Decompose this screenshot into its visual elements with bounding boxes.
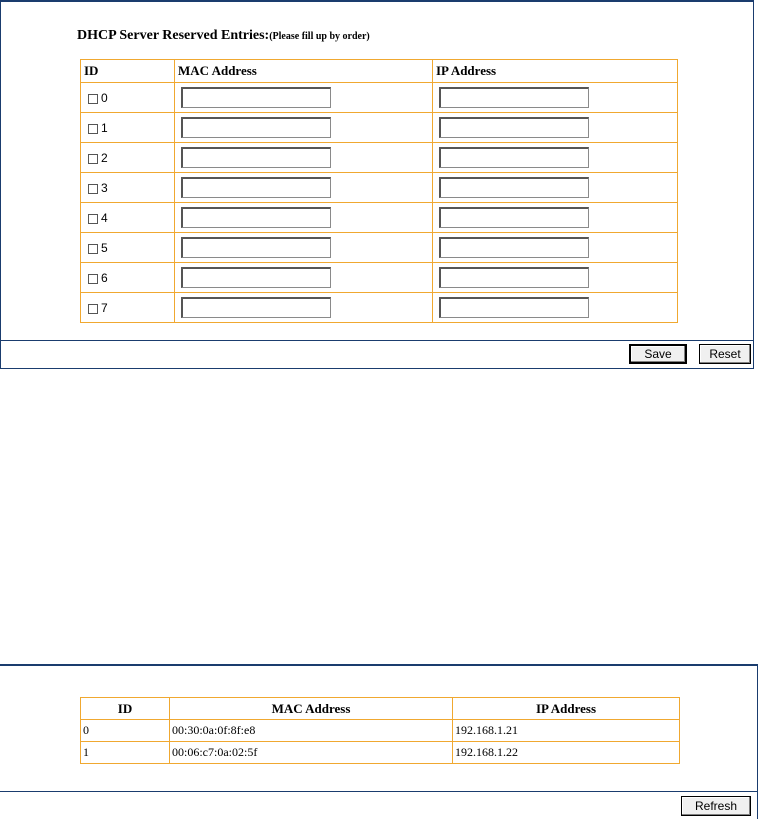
- ip-cell: [433, 203, 678, 233]
- reserved-entries-table: [80, 59, 678, 323]
- id-cell: [81, 263, 175, 293]
- column-header-id: ID: [81, 698, 170, 720]
- column-header-ip: IP Address: [453, 698, 680, 720]
- row-checkbox[interactable]: [88, 94, 98, 104]
- row-checkbox[interactable]: [88, 124, 98, 134]
- mac-address-input[interactable]: [181, 297, 331, 318]
- column-header-mac: MAC Address: [170, 698, 453, 720]
- row-id: 5: [101, 241, 108, 256]
- id-cell: [81, 113, 175, 143]
- table-header-row: [81, 698, 680, 720]
- heading-text: DHCP Server Reserved Entries:: [77, 28, 270, 43]
- row-checkbox[interactable]: [88, 244, 98, 254]
- refresh-button[interactable]: Refresh: [681, 796, 751, 816]
- table-row: [81, 113, 678, 143]
- id-cell: [81, 293, 175, 323]
- row-id: 0: [101, 91, 108, 106]
- mac-address-input[interactable]: [181, 177, 331, 198]
- ip-address-input[interactable]: [439, 237, 589, 258]
- mac-cell: [175, 173, 433, 203]
- reserved-entries-panel: [0, 0, 754, 369]
- lease-ip: 192.168.1.21: [453, 720, 680, 742]
- lease-mac: 00:06:c7:0a:02:5f: [170, 742, 453, 764]
- ip-address-input[interactable]: [439, 147, 589, 168]
- dhcp-client-list-panel: [0, 664, 758, 819]
- reserved-entries-footer: [1, 340, 753, 368]
- id-cell: [81, 83, 175, 113]
- row-checkbox[interactable]: [88, 274, 98, 284]
- ip-cell: [433, 233, 678, 263]
- ip-cell: [433, 83, 678, 113]
- table-row: [81, 83, 678, 113]
- mac-cell: [175, 203, 433, 233]
- mac-address-input[interactable]: [181, 87, 331, 108]
- row-checkbox[interactable]: [88, 214, 98, 224]
- ip-cell: [433, 173, 678, 203]
- id-cell: [81, 143, 175, 173]
- ip-cell: [433, 143, 678, 173]
- table-row: [81, 233, 678, 263]
- mac-cell: [175, 233, 433, 263]
- mac-address-input[interactable]: [181, 117, 331, 138]
- mac-cell: [175, 293, 433, 323]
- ip-address-input[interactable]: [439, 177, 589, 198]
- lease-ip: 192.168.1.22: [453, 742, 680, 764]
- row-checkbox[interactable]: [88, 184, 98, 194]
- id-cell: [81, 173, 175, 203]
- mac-cell: [175, 83, 433, 113]
- ip-address-input[interactable]: [439, 207, 589, 228]
- column-header-id: ID: [81, 60, 175, 83]
- table-row: [81, 143, 678, 173]
- mac-address-input[interactable]: [181, 207, 331, 228]
- row-id: 6: [101, 271, 108, 286]
- row-id: 4: [101, 211, 108, 226]
- row-checkbox[interactable]: [88, 154, 98, 164]
- table-row: [81, 293, 678, 323]
- column-header-mac: MAC Address: [175, 60, 433, 83]
- row-checkbox[interactable]: [88, 304, 98, 314]
- lease-id: 0: [81, 720, 170, 742]
- row-id: 3: [101, 181, 108, 196]
- table-row: [81, 263, 678, 293]
- mac-cell: [175, 113, 433, 143]
- lease-id: 1: [81, 742, 170, 764]
- mac-cell: [175, 263, 433, 293]
- save-button[interactable]: Save: [629, 344, 687, 364]
- mac-address-input[interactable]: [181, 147, 331, 168]
- row-id: 7: [101, 301, 108, 316]
- ip-address-input[interactable]: [439, 267, 589, 288]
- column-header-ip: IP Address: [433, 60, 678, 83]
- mac-cell: [175, 143, 433, 173]
- ip-cell: [433, 293, 678, 323]
- row-id: 1: [101, 121, 108, 136]
- dhcp-client-footer: [0, 791, 757, 819]
- table-row: [81, 203, 678, 233]
- reset-button[interactable]: Reset: [699, 344, 751, 364]
- ip-address-input[interactable]: [439, 87, 589, 108]
- row-id: 2: [101, 151, 108, 166]
- table-row: [81, 173, 678, 203]
- dhcp-client-table: [80, 697, 680, 764]
- ip-cell: [433, 113, 678, 143]
- lease-mac: 00:30:0a:0f:8f:e8: [170, 720, 453, 742]
- ip-address-input[interactable]: [439, 297, 589, 318]
- id-cell: [81, 203, 175, 233]
- ip-address-input[interactable]: [439, 117, 589, 138]
- table-row: [81, 720, 680, 742]
- mac-address-input[interactable]: [181, 237, 331, 258]
- id-cell: [81, 233, 175, 263]
- table-row: [81, 742, 680, 764]
- mac-address-input[interactable]: [181, 267, 331, 288]
- reserved-entries-heading: [77, 28, 370, 44]
- ip-cell: [433, 263, 678, 293]
- table-header-row: [81, 60, 678, 83]
- heading-note: (Please fill up by order): [269, 31, 370, 42]
